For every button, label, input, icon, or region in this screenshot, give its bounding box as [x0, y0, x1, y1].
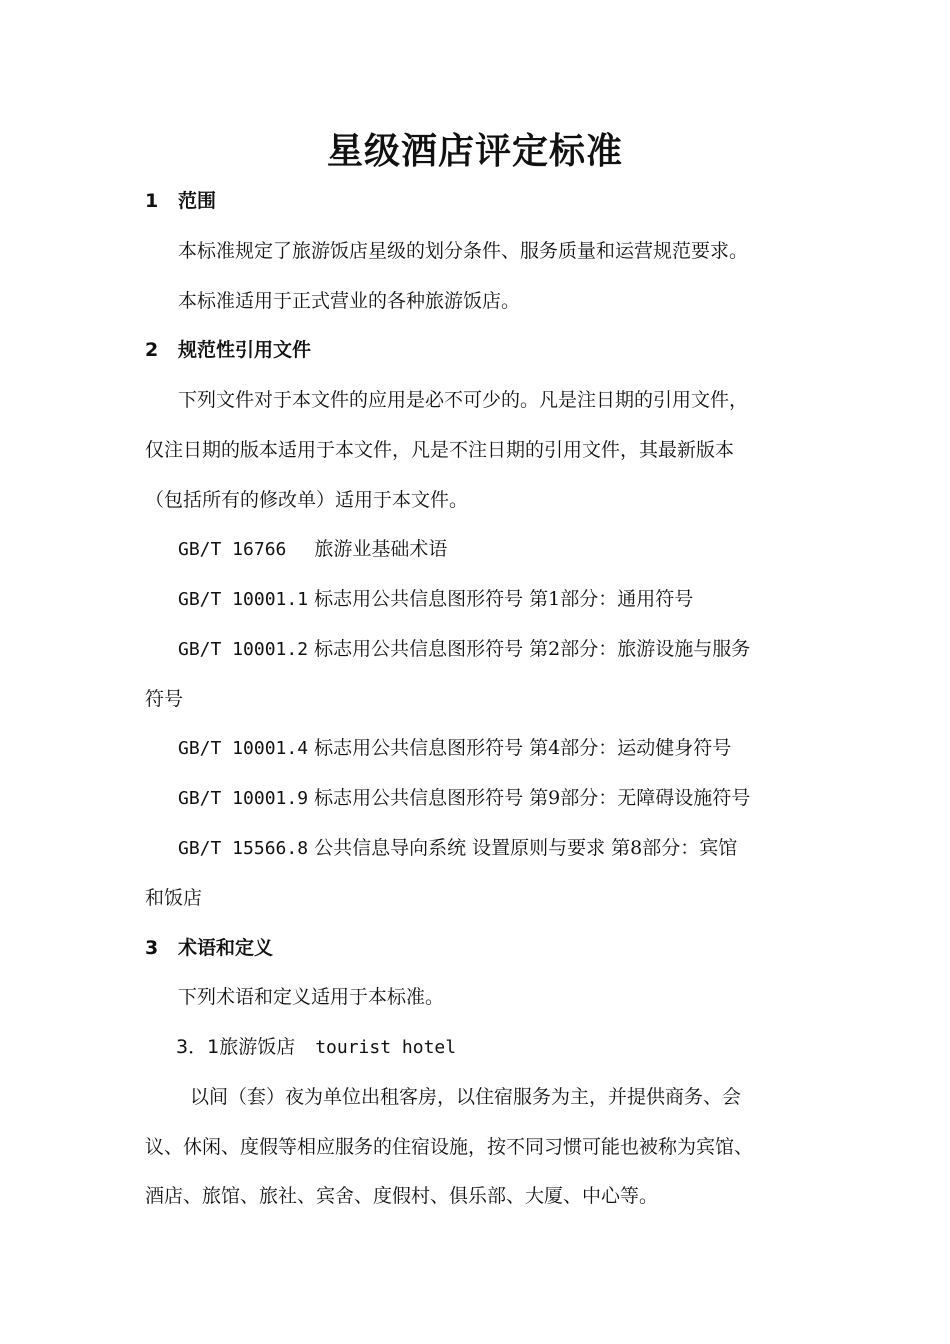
reference-title: 标志用公共信息图形符号 第4部分：运动健身符号	[314, 737, 732, 759]
reference-title: 标志用公共信息图形符号 第1部分：通用符号	[314, 588, 694, 610]
term-number: 3．1	[176, 1036, 220, 1058]
paragraph-line: （包括所有的修改单）适用于本文件。	[145, 489, 469, 511]
section-title: 规范性引用文件	[178, 339, 312, 361]
reference-item	[178, 783, 750, 814]
reference-title: 公共信息导向系统 设置原则与要求 第8部分：宾馆	[314, 837, 738, 859]
section-title: 术语和定义	[178, 937, 274, 959]
section-heading-1	[145, 186, 216, 216]
reference-item	[178, 634, 750, 665]
document-title: 星级酒店评定标准	[326, 131, 623, 172]
reference-code: GB/T 16766	[178, 539, 287, 560]
section-number: 1	[145, 190, 159, 212]
paragraph: 本标准规定了旅游饭店星级的划分条件、服务质量和运营规范要求。	[178, 240, 749, 262]
reference-code: GB/T 10001.9	[178, 788, 309, 809]
reference-continuation: 符号	[145, 688, 184, 710]
paragraph: 本标准适用于正式营业的各种旅游饭店。	[178, 290, 521, 312]
reference-code: GB/T 10001.4	[178, 738, 309, 759]
section-heading-2	[145, 335, 311, 365]
reference-code: GB/T 15566.8	[178, 838, 309, 859]
term-heading	[176, 1032, 456, 1063]
reference-code: GB/T 10001.2	[178, 639, 309, 660]
term-name-en: tourist hotel	[315, 1037, 457, 1058]
term-name: 旅游饭店	[219, 1036, 296, 1058]
definition-line: 酒店、旅馆、旅社、宾舍、度假村、俱乐部、大厦、中心等。	[145, 1185, 659, 1207]
definition-line: 议、休闲、度假等相应服务的住宿设施，按不同习惯可能也被称为宾馆、	[145, 1136, 754, 1158]
definition-line: 以间（套）夜为单位出租客房，以住宿服务为主，并提供商务、会	[190, 1086, 742, 1108]
paragraph-line: 仅注日期的版本适用于本文件，凡是不注日期的引用文件，其最新版本	[145, 439, 735, 461]
reference-title: 标志用公共信息图形符号 第9部分：无障碍设施符号	[314, 787, 751, 809]
reference-title: 标志用公共信息图形符号 第2部分：旅游设施与服务	[314, 638, 751, 660]
reference-code: GB/T 10001.1	[178, 589, 309, 610]
paragraph-line: 下列文件对于本文件的应用是必不可少的。凡是注日期的引用文件，	[178, 389, 749, 411]
reference-item	[178, 584, 693, 615]
section-heading-3	[145, 933, 273, 963]
section-title: 范围	[178, 190, 217, 212]
reference-item	[178, 733, 731, 764]
reference-title: 旅游业基础术语	[314, 538, 448, 560]
section-number: 2	[145, 339, 159, 361]
reference-continuation: 和饭店	[145, 887, 203, 909]
reference-item	[178, 833, 737, 864]
section-number: 3	[145, 937, 159, 959]
reference-item	[178, 534, 447, 565]
paragraph: 下列术语和定义适用于本标准。	[178, 986, 445, 1008]
